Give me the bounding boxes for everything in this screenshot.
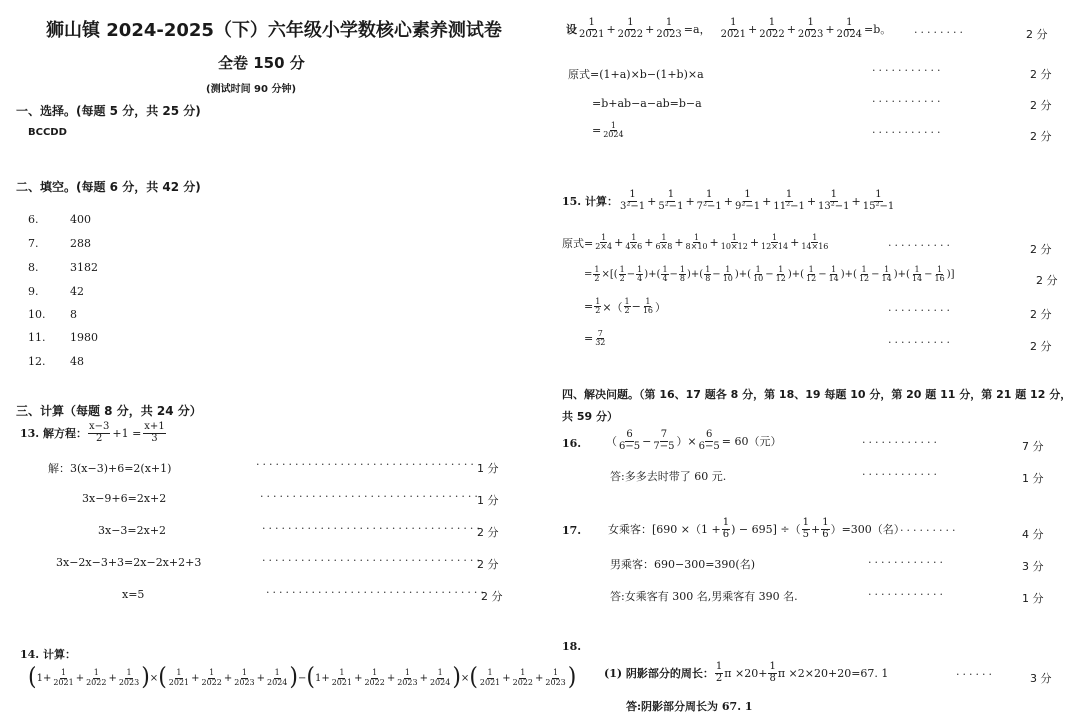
q13-step: 3x−9+6=2x+2 <box>82 492 167 505</box>
q18-sub1: (1) 阴影部分的周长： $\frac{1}{2}$ π ×20+ $\frac{1}{8}$ π ×2×20+20=67. 1 <box>604 661 889 684</box>
q13-step-points: 2 分 <box>481 590 503 603</box>
dot-leader: ·········· <box>888 239 953 252</box>
section2-heading: 二、填空。(每题 6 分，共 42 分) <box>16 180 201 194</box>
q18-no: 18. <box>562 640 582 653</box>
blank-answer: 400 <box>70 213 91 226</box>
dot-leader: ··········· <box>872 126 944 139</box>
q13-step: 3x−3=2x+2 <box>98 524 167 537</box>
q17-male: 男乘客：690−300=390(名) <box>610 558 756 571</box>
q13-step: 3x−2x−3+3=2x−2x+2+3 <box>56 556 202 569</box>
dot-leader: ······ <box>956 668 995 681</box>
q15-step-points: 2 分 <box>1030 308 1052 321</box>
total-score: 全卷 150 分 <box>218 54 305 72</box>
q16-answer-points: 1 分 <box>1022 472 1044 485</box>
dot-leader: ··········· <box>872 64 944 77</box>
q15-step1: 原式= $\frac{1}{2\times 4}$ + $\frac{1}{4\times 6}$ + $\frac{1}{6\times 8}$ + $\frac{1}{8\times 10}$ + $\frac{1}{10\times 12}$ + $\frac{1}{12\times 14}$ + $\frac{1}{14\times 16}$ <box>562 233 829 252</box>
q18-expr-b: π ×2×20+20=67. 1 <box>777 666 889 680</box>
fraction: $\frac{x+1}{3}$ <box>144 421 165 444</box>
blank-answer: 8 <box>70 308 77 321</box>
q14-final-points: 2 分 <box>1030 130 1052 143</box>
blank-no: 12. <box>28 355 46 368</box>
q18-sub-label: (1) 阴影部分的周长： <box>604 667 714 680</box>
q16-expression: （ $\frac{6}{6-5}$ − $\frac{7}{7-5}$ ）× $\frac{6}{6-5}$ = 60（元） <box>606 429 782 452</box>
dot-leader: ············ <box>868 556 946 569</box>
q18-answer: 答:阴影部分周长为 67. 1 <box>626 700 753 713</box>
test-time: (测试时间 90 分钟) <box>206 84 297 95</box>
q17-male-points: 3 分 <box>1022 560 1044 573</box>
q17-female: 女乘客： [690 ×（1 + $\frac{1}{6}$ ) − 695] ÷（ $\frac{1}{5}$ + $\frac{1}{6}$ ）=300（名） <box>608 517 905 540</box>
blank-no: 11. <box>28 331 46 344</box>
section3-heading: 三、计算（每题 8 分，共 24 分） <box>16 404 202 418</box>
q17-answer-points: 1 分 <box>1022 592 1044 605</box>
dot-leader: ·········· <box>888 304 953 317</box>
blank-no: 8. <box>28 261 39 274</box>
q17-female-points: 4 分 <box>1022 528 1044 541</box>
orig-label: 原式= <box>562 236 594 250</box>
q16-answer: 答:多多去时带了 60 元. <box>610 470 727 483</box>
female-expr-c: + <box>810 522 821 536</box>
female-expr-d: ）=300（名） <box>830 523 905 536</box>
equals: = <box>592 124 602 138</box>
q15-label: 15. 计算： <box>562 195 618 208</box>
dot-leader: ········ <box>914 26 966 39</box>
dot-leader: ············ <box>868 588 946 601</box>
q13-step-points: 2 分 <box>477 526 499 539</box>
section4-heading-cont: 共 59 分） <box>562 410 618 423</box>
q14-expression: ( 1+ $\frac{1}{2021}$ + $\frac{1}{2022}$ + $\frac{1}{2023}$ ) × ( $\frac{1}{2021}$ + $\frac{1}{2022}$ + $\frac{1}{2023}$ + $\frac{1}{2024}$ ) − ( 1+ $\frac{1}{2021}$ + $\frac{1}{2022}$ + $\frac{1}{2023}$ + $\frac{1}{2024}$ ) × ( $\frac{1}{2021}$ + $\frac{1}{2022}$ + $\frac{1}{2023}$ ) <box>28 663 577 692</box>
q16-result: = 60（元） <box>721 435 782 448</box>
section1-heading: 一、选择。(每题 5 分，共 25 分) <box>16 104 201 118</box>
blank-no: 7. <box>28 237 39 250</box>
section4-heading: 四、解决问题。（第 16、17 题各 8 分，第 18、19 每题 10 分，第 20 题 11 分，第 21 题 12 分， <box>562 388 1072 401</box>
blank-answer: 3182 <box>70 261 98 274</box>
q18-sub-points: 3 分 <box>1030 672 1052 685</box>
dot-leader: ·································· <box>262 522 483 535</box>
q13-step-points: 2 分 <box>477 558 499 571</box>
q13-step-points: 1 分 <box>477 494 499 507</box>
q14-step-points: 2 分 <box>1030 68 1052 81</box>
blank-no: 6. <box>28 213 39 226</box>
q13-problem: 13. 解方程： $\frac{x-3}{2}$ +1 = $\frac{x+1}{3}$ <box>20 421 165 444</box>
q14-step: =b+ab−a−ab=b−a <box>592 97 702 110</box>
q13-label: 13. 解方程： <box>20 427 87 440</box>
blank-no: 9. <box>28 285 39 298</box>
q15-step-points: 2 分 <box>1030 340 1052 353</box>
blank-answer: 288 <box>70 237 91 250</box>
blank-answer: 48 <box>70 355 84 368</box>
fraction: $\frac{x-3}{2}$ <box>88 421 110 444</box>
q17-no: 17. <box>562 524 582 537</box>
dot-leader: ············ <box>862 468 940 481</box>
q15-step4: = $\frac{7}{32}$ <box>584 329 606 348</box>
dot-leader: ··········· <box>872 95 944 108</box>
q14-set-points: 2 分 <box>1026 28 1048 41</box>
dot-leader: ············ <box>862 436 940 449</box>
dot-leader: ·································· <box>260 490 481 503</box>
q18-expr-a: π ×20+ <box>724 666 768 680</box>
q16-no: 16. <box>562 437 582 450</box>
set-b: =b。 <box>864 23 892 36</box>
q15-step-points: 2 分 <box>1030 243 1052 256</box>
blank-answer: 42 <box>70 285 84 298</box>
q14-substitution: 设 $\frac{1}{2021}$ + $\frac{1}{2022}$ + $\frac{1}{2023}$ =a， $\frac{1}{2021}$ + $\frac{1}{2022}$ + $\frac{1}{2023}$ + $\frac{1}{2024}$ =b。 <box>566 17 892 40</box>
set-label: 设 <box>566 23 577 36</box>
q14-final: = $\frac{1}{2024}$ <box>592 121 624 140</box>
dot-leader: ·········· <box>888 336 953 349</box>
female-expr-a: [690 ×（1 + <box>652 523 721 536</box>
female-expr-b: ) − 695] ÷（ <box>731 523 801 536</box>
q14-step: 原式=(1+a)×b−(1+b)×a <box>568 68 704 81</box>
q13-step-points: 1 分 <box>477 462 499 475</box>
q17-answer: 答:女乘客有 300 名,男乘客有 390 名. <box>610 590 798 603</box>
q16-points: 7 分 <box>1022 440 1044 453</box>
section1-answer: BCCDD <box>28 127 67 138</box>
q15-step-points: 2 分 <box>1036 274 1058 287</box>
q15-step2: = $\frac{1}{2}$ ×[( $\frac{1}{2}$ − $\frac{1}{4}$ )+( $\frac{1}{4}$ − $\frac{1}{8}$ )+( $\frac{1}{8}$ − $\frac{1}{10}$ )+( $\frac{1}{10}$ − $\frac{1}{12}$ )+( $\frac{1}{12}$ − $\frac{1}{14}$ )+( $\frac{1}{12}$ − $\frac{1}{14}$ )+( $\frac{1}{14}$ − $\frac{1}{16}$ )] <box>584 265 955 284</box>
page-title: 狮山镇 2024-2025（下）六年级小学数核心素养测试卷 <box>46 20 502 41</box>
blank-no: 10. <box>28 308 46 321</box>
q13-step: 解：3(x−3)+6=2(x+1) <box>48 462 172 475</box>
dot-leader: ·································· <box>256 458 477 471</box>
dot-leader: ········· <box>900 524 959 537</box>
q15-step3: = $\frac{1}{2}$ ×（ $\frac{1}{2}$ − $\frac{1}{16}$ ） <box>584 297 667 316</box>
female-label: 女乘客： <box>608 523 652 536</box>
set-a: =a， <box>683 23 711 36</box>
q15-problem: 15. 计算： $\frac{1}{\text{3²−1}}$ + $\frac{1}{\text{5²−1}}$ + $\frac{1}{\text{7²−1}}$ + $\frac{1}{\text{9²−1}}$ + $\frac{1}{\text{11²−1}}$ + $\frac{1}{\text{13²−1}}$ + $\frac{1}{\text{15²−1}}$ <box>562 189 895 212</box>
q13-step: x=5 <box>122 588 145 601</box>
dot-leader: ·································· <box>266 586 487 599</box>
q14-step-points: 2 分 <box>1030 99 1052 112</box>
dot-leader: ·································· <box>262 554 483 567</box>
blank-answer: 1980 <box>70 331 98 344</box>
q14-label: 14. 计算： <box>20 648 76 661</box>
